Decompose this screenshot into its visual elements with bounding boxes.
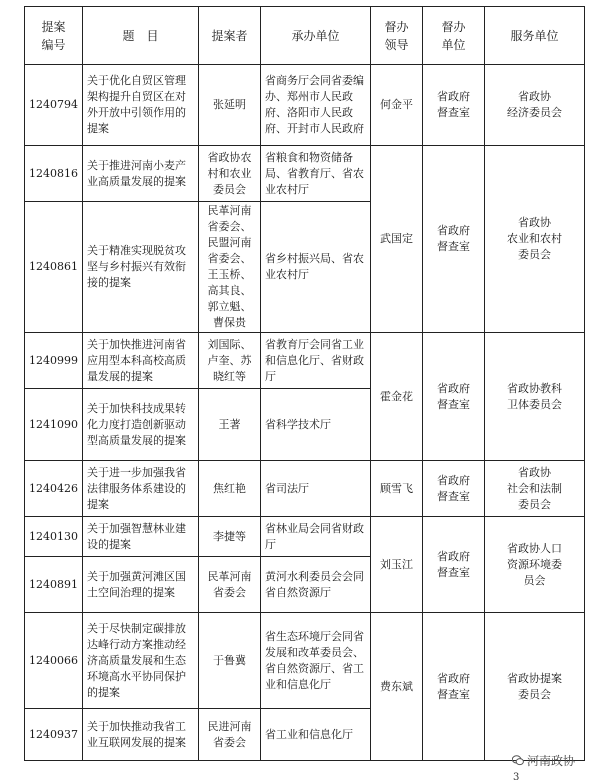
wechat-icon [512,755,524,766]
proposal-id: 1240816 [25,146,83,202]
proposer: 焦红艳 [199,461,261,517]
table-row [25,65,585,146]
proposal-title: 关于加快推动我省工业互联网发展的提案 [83,709,199,761]
header-proposer: 提案者 [199,7,261,65]
proposal-id: 1240861 [25,202,83,333]
proposal-id: 1241090 [25,389,83,461]
supervise-unit: 省政府 督查室 [423,65,485,146]
undertaker: 省生态环境厅会同省发展和改革委员会、省自然资源厅、省工业和信息化厅 [261,613,371,709]
proposal-id: 1240066 [25,613,83,709]
supervise-leader: 顾雪飞 [371,461,423,517]
undertaker: 黄河水利委员会会同省自然资源厅 [261,557,371,613]
proposal-title: 关于优化自贸区管理架构提升自贸区在对外开放中引领作用的提案 [83,65,199,146]
proposal-id: 1240937 [25,709,83,761]
service-unit: 省政协人口 资源环境委 员会 [485,517,585,613]
proposer: 刘国际、卢奎、苏晓红等 [199,333,261,389]
table-row [25,613,585,709]
service-unit: 省政协提案 委员会 [485,613,585,761]
watermark-label: 河南政协 [527,754,576,768]
proposal-title: 关于加强智慧林业建设的提案 [83,517,199,557]
page-number: 3 [513,772,520,783]
supervise-leader: 刘玉江 [371,517,423,613]
proposer: 于鲁冀 [199,613,261,709]
supervise-unit: 省政府 督查室 [423,517,485,613]
supervise-leader: 霍金花 [371,333,423,461]
proposal-id: 1240130 [25,517,83,557]
supervise-unit: 省政府 督查室 [423,461,485,517]
undertaker: 省粮食和物资储备局、省教育厅、省农业农村厅 [261,146,371,202]
supervise-leader: 何金平 [371,65,423,146]
supervise-unit: 省政府 督查室 [423,613,485,761]
proposal-title: 关于推进河南小麦产业高质量发展的提案 [83,146,199,202]
header-service-unit: 服务单位 [485,7,585,65]
proposer: 张延明 [199,65,261,146]
proposal-id: 1240999 [25,333,83,389]
proposer: 民革河南省委会、民盟河南省委会、王玉桥、高其良、郭立魁、曹保贵 [199,202,261,333]
service-unit: 省政协 经济委员会 [485,65,585,146]
watermark [512,752,575,769]
proposer: 王著 [199,389,261,461]
table-row [25,517,585,557]
supervise-leader: 武国定 [371,146,423,333]
service-unit: 省政协教科 卫体委员会 [485,333,585,461]
proposer: 省政协农村和农业委员会 [199,146,261,202]
table-row [25,461,585,517]
proposer: 民革河南省委会 [199,557,261,613]
header-supervise-leader: 督办 领导 [371,7,423,65]
header-title: 题 目 [83,7,199,65]
proposal-title: 关于进一步加强我省法律服务体系建设的提案 [83,461,199,517]
proposal-title: 关于加强黄河滩区国土空间治理的提案 [83,557,199,613]
undertaker: 省乡村振兴局、省农业农村厅 [261,202,371,333]
table-row [25,146,585,202]
proposal-title: 关于尽快制定碳排放达峰行动方案推动经济高质量发展和生态环境高水平协同保护的提案 [83,613,199,709]
header-id: 提案 编号 [25,7,83,65]
undertaker: 省林业局会同省财政厅 [261,517,371,557]
table-row [25,333,585,389]
undertaker: 省司法厅 [261,461,371,517]
proposal-title: 关于精准实现脱贫攻坚与乡村振兴有效衔接的提案 [83,202,199,333]
undertaker: 省商务厅会同省委编办、郑州市人民政府、洛阳市人民政府、开封市人民政府 [261,65,371,146]
header-undertaker: 承办单位 [261,7,371,65]
service-unit: 省政协 农业和农村 委员会 [485,146,585,333]
supervise-leader: 费东斌 [371,613,423,761]
header-supervise-unit: 督办 单位 [423,7,485,65]
proposal-title: 关于加快推进河南省应用型本科高校高质量发展的提案 [83,333,199,389]
proposal-id: 1240794 [25,65,83,146]
undertaker: 省工业和信息化厅 [261,709,371,761]
supervise-unit: 省政府 督查室 [423,333,485,461]
undertaker: 省教育厅会同省工业和信息化厅、省财政厅 [261,333,371,389]
undertaker: 省科学技术厅 [261,389,371,461]
proposal-id: 1240426 [25,461,83,517]
proposal-title: 关于加快科技成果转化力度打造创新驱动型高质量发展的提案 [83,389,199,461]
proposer: 李捷等 [199,517,261,557]
service-unit: 省政协 社会和法制 委员会 [485,461,585,517]
supervise-unit: 省政府 督查室 [423,146,485,333]
proposal-table [24,6,585,761]
header-row [25,7,585,65]
proposal-id: 1240891 [25,557,83,613]
proposer: 民进河南省委会 [199,709,261,761]
